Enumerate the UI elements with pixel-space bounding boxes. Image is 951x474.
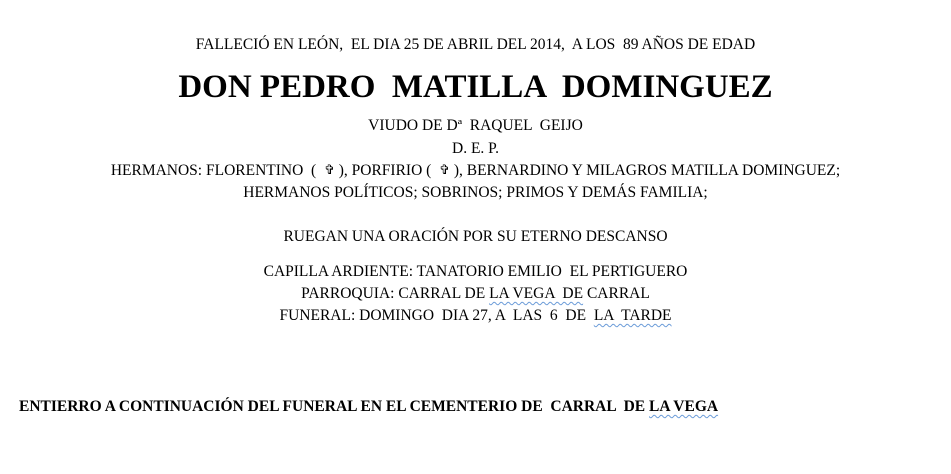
deceased-name: DON PEDRO MATILLA DOMINGUEZ (178, 69, 773, 105)
widow-line: VIUDO DE Dª RAQUEL GEIJO (368, 117, 583, 134)
siblings-text-part-1: HERMANOS: FLORENTINO ( (110, 162, 324, 179)
burial-prefix: ENTIERRO A CONTINUACIÓN DEL FUNERAL EN EL CEMENTERIO DE CARRAL DE (19, 398, 650, 415)
cross-icon: ✞ (439, 163, 450, 178)
family-line: HERMANOS POLÍTICOS; SOBRINOS; PRIMOS Y DEMÁS FAMILIA; (243, 184, 708, 201)
parish-prefix: PARROQUIA: CARRAL DE (301, 285, 490, 302)
rest-in-peace-line: D. E. P. (452, 140, 499, 157)
parish-suffix: CARRAL (583, 285, 650, 302)
siblings-text-part-2: ), PORFIRIO ( (334, 162, 440, 179)
cross-icon: ✞ (323, 163, 335, 178)
funeral-time-spellcheck: LA TARDE (593, 307, 672, 324)
death-date-line: FALLECIÓ EN LEÓN, EL DIA 25 DE ABRIL DEL 2014, A LOS 89 AÑOS DE EDAD (195, 36, 756, 53)
chapel-line: CAPILLA ARDIENTE: TANATORIO EMILIO EL PERTIGUERO (263, 263, 688, 280)
siblings-line (0, 162, 951, 180)
burial-place-spellcheck: LA VEGA (649, 398, 719, 415)
parish-place-spellcheck: LA VEGA DE (489, 285, 584, 302)
burial-line (19, 398, 718, 416)
funeral-line (0, 307, 951, 325)
siblings-text-part-3: ), BERNARDINO Y MILAGROS MATILLA DOMINGUEZ; (449, 162, 841, 179)
parish-line (0, 285, 951, 303)
funeral-prefix: FUNERAL: DOMINGO DIA 27, A LAS 6 DE (279, 307, 594, 324)
prayer-line: RUEGAN UNA ORACIÓN POR SU ETERNO DESCANSO (283, 228, 668, 245)
